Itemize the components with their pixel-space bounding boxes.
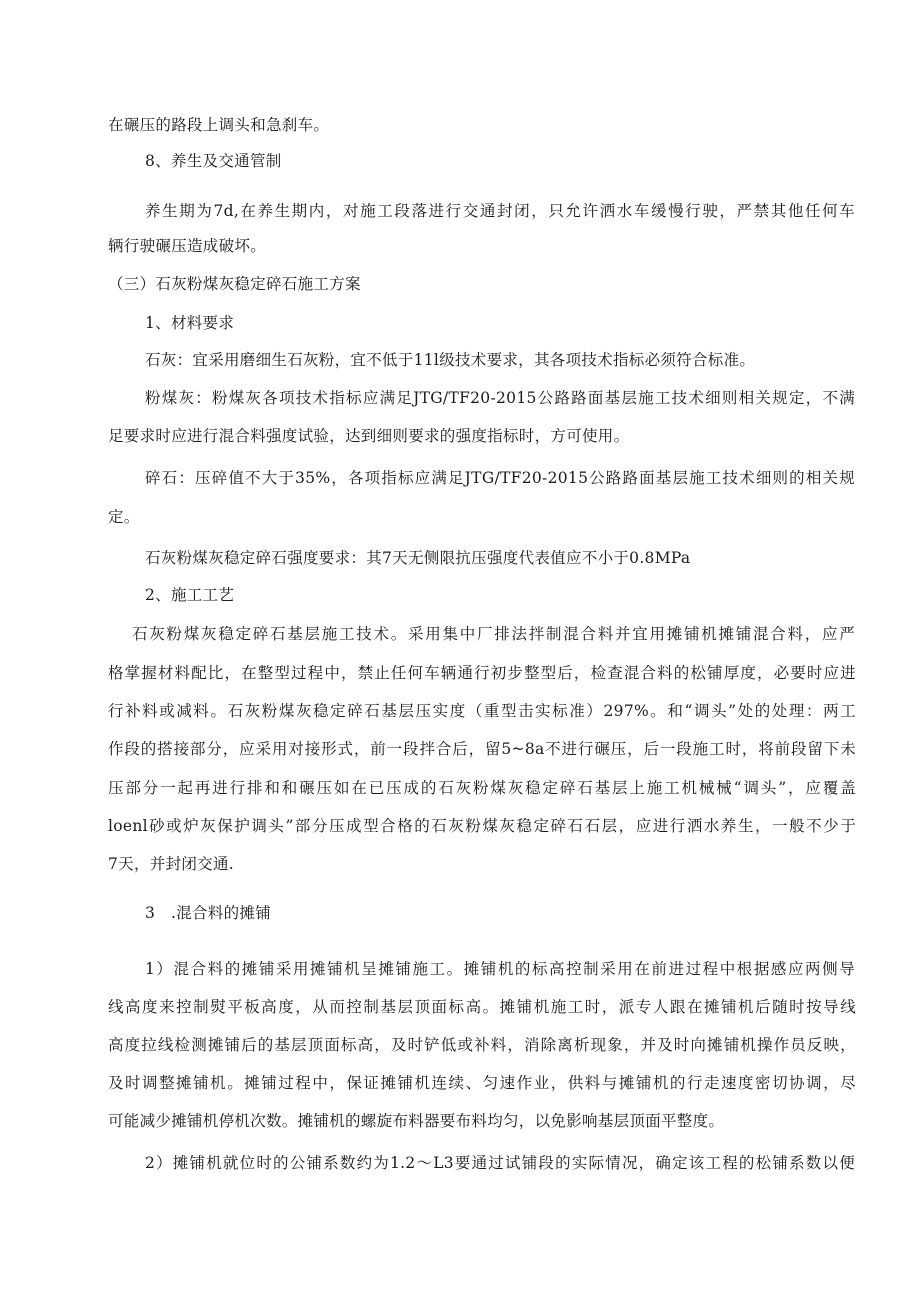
text-line: 7天，并封闭交通.: [108, 855, 234, 873]
text-line: 养生期为7d,在养生期内，对施工段落进行交通封闭，只允许洒水车缓慢行驶，严禁其他任何车: [145, 202, 855, 220]
text-line: 2）摊铺机就位时的公铺系数约为1.2～L3要通过试铺段的实际情况，确定该工程的松铺系数以便: [145, 1154, 855, 1172]
text-line: loenl砂或炉灰保护调头”部分压成型合格的石灰粉煤灰稳定碎石石层，应进行洒水养生，一般不少于: [108, 817, 856, 835]
text-line: 定。: [108, 508, 140, 526]
text-line: 可能减少摊铺机停机次数。摊铺机的螺旋布料器要布料均匀，以免影响基层顶面平整度。: [108, 1112, 725, 1130]
section-heading: 8、养生及交通管制: [145, 152, 282, 170]
text-line: 行补料或减料。石灰粉煤灰稳定碎石基层压实度（重型击实标准）297%。和“调头”处的处理：两工: [108, 702, 856, 720]
section-heading: 1、材料要求: [145, 314, 235, 332]
text-line: 格掌握材料配比，在整型过程中，禁止任何车辆通行初步整型后，检查混合料的松铺厚度，必要时应进: [108, 664, 856, 682]
text-line: 辆行驶碾压造成破坏。: [108, 237, 267, 255]
text-line: 石灰粉煤灰稳定碎石基层施工技术。采用集中厂排法拌制混合料并宜用摊铺机摊铺混合料，应严: [132, 625, 855, 643]
text-line: 作段的搭接部分，应采用对接形式，前一段拌合后，留5~8a不进行碾压，后一段施工时，将前段留下未: [108, 740, 856, 758]
text-line: 及时调整摊铺机。摊铺过程中，保证摊铺机连续、匀速作业，供料与摊铺机的行走速度密切协调，尽: [108, 1074, 856, 1092]
text-line: 1）混合料的摊铺采用摊铺机呈摊铺施工。摊铺机的标高控制采用在前进过程中根据感应两侧导: [145, 960, 855, 978]
text-line: 高度拉线检测摊铺后的基层顶面标高，及时铲低或补料，消除离析现象，并及时向摊铺机操作员反映，: [108, 1036, 856, 1054]
section-heading: 3 .混合料的摊铺: [145, 904, 271, 922]
section-heading: （三）石灰粉煤灰稳定碎石施工方案: [108, 275, 361, 293]
text-line: 石灰：宜采用磨细生石灰粉，宜不低于11l级技术要求，其各项技术指标必须符合标准。: [145, 351, 756, 369]
text-line: 足要求时应进行混合料强度试验，达到细则要求的强度指标时，方可使用。: [108, 427, 630, 445]
text-line: 粉煤灰：粉煤灰各项技术指标应满足JTG/TF20-2015公路路面基层施工技术细则相关规定，不满: [145, 389, 855, 407]
text-line: 在碾压的路段上调头和急刹车。: [108, 116, 330, 134]
text-line: 压部分一起再进行排和和碾压如在已压成的石灰粉煤灰稳定碎石基层上施工机械械“调头”，应覆盖: [108, 779, 856, 797]
section-heading: 2、施工工艺: [145, 586, 235, 604]
text-line: 线高度来控制熨平板高度，从而控制基层顶面标高。摊铺机施工时，派专人跟在摊铺机后随时按导线: [108, 998, 856, 1016]
text-line: 石灰粉煤灰稳定碎石强度要求：其7天无侧限抗压强度代表值应不小于0.8MPa: [145, 549, 691, 567]
text-line: 碎石：压碎值不大于35%，各项指标应满足JTG/TF20-2015公路路面基层施工技术细则的相关规: [145, 469, 855, 487]
